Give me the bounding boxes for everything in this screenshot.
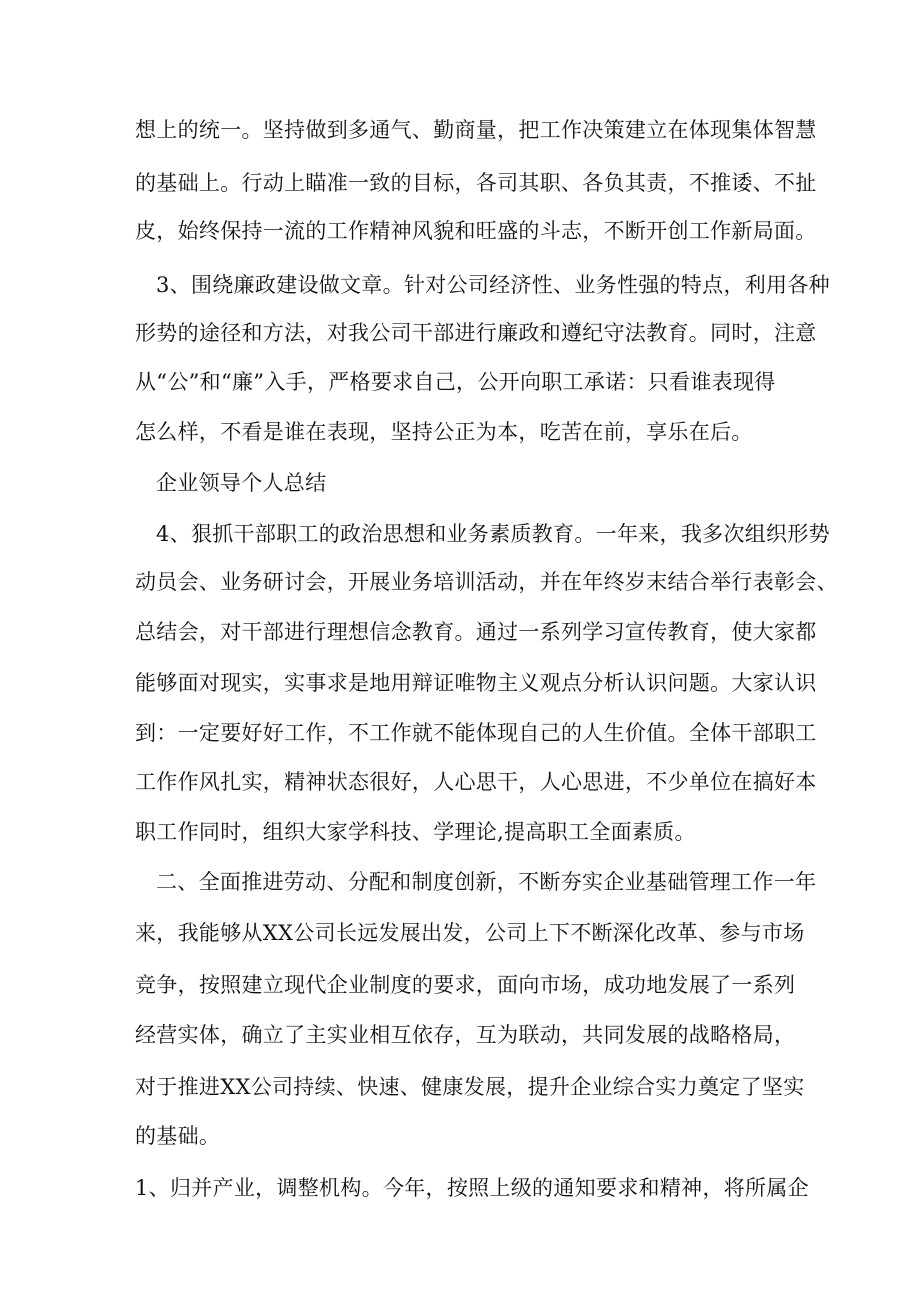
text-line: 竞争，按照建立现代企业制度的要求，面向市场，成功地发展了一系列 [135,973,796,997]
text-line: 动员会、业务研讨会，开展业务培训活动，并在年终岁末结合举行表彰会、 [135,570,838,594]
text-line: 3、围绕廉政建设做文章。针对公司经济性、业务性强的特点，利用各种 [156,273,830,297]
text-line: 的基础上。行动上瞄准一致的目标，各司其职、各负其责，不推诿、不扯 [135,171,817,195]
text-line: 总结会，对干部进行理想信念教育。通过一系列学习宣传教育，使大家都 [135,620,817,644]
heading-text: 企业领导个人总结 [156,471,327,495]
text-line: 职工作同时，组织大家学科技、学理论,提高职工全面素质。 [135,820,696,844]
text-line: 对于推进XX公司持续、快速、健康发展，提升企业综合实力奠定了坚实 [135,1075,805,1099]
text-line: 想上的统一。坚持做到多通气、勤商量，把工作决策建立在体现集体智慧 [135,118,817,142]
text-line: 工作作风扎实，精神状态很好，人心思干，人心思进，不少单位在搞好本 [135,770,817,794]
text-line: 1、归并产业，调整机构。今年，按照上级的通知要求和精神，将所属企 [135,1176,809,1200]
text-line: 4、狠抓干部职工的政治思想和业务素质教育。一年来，我多次组织形势 [156,522,830,546]
text-line: 到：一定要好好工作，不工作就不能体现自己的人生价值。全体干部职工 [135,721,817,745]
text-line: 二、全面推进劳动、分配和制度创新，不断夯实企业基础管理工作一年 [156,870,817,894]
text-line: 能够面对现实，实事求是地用辩证唯物主义观点分析认识问题。大家认识 [135,671,817,695]
text-line: 从“公”和“廉”入手，严格要求自己，公开向职工承诺：只看谁表现得 [135,370,776,394]
text-line: 来，我能够从XX公司长远发展出发，公司上下不断深化改革、参与市场 [135,921,805,945]
text-line: 形势的途径和方法，对我公司干部进行廉政和遵纪守法教育。同时，注意 [135,321,817,345]
text-line: 怎么样，不看是谁在表现，坚持公正为本，吃苦在前，享乐在后。 [135,420,753,444]
text-line: 的基础。 [135,1124,221,1148]
text-line: 经营实体，确立了主实业相互依存，互为联动，共同发展的战略格局， [135,1023,796,1047]
text-line: 皮，始终保持一流的工作精神风貌和旺盛的斗志，不断开创工作新局面。 [135,219,817,243]
